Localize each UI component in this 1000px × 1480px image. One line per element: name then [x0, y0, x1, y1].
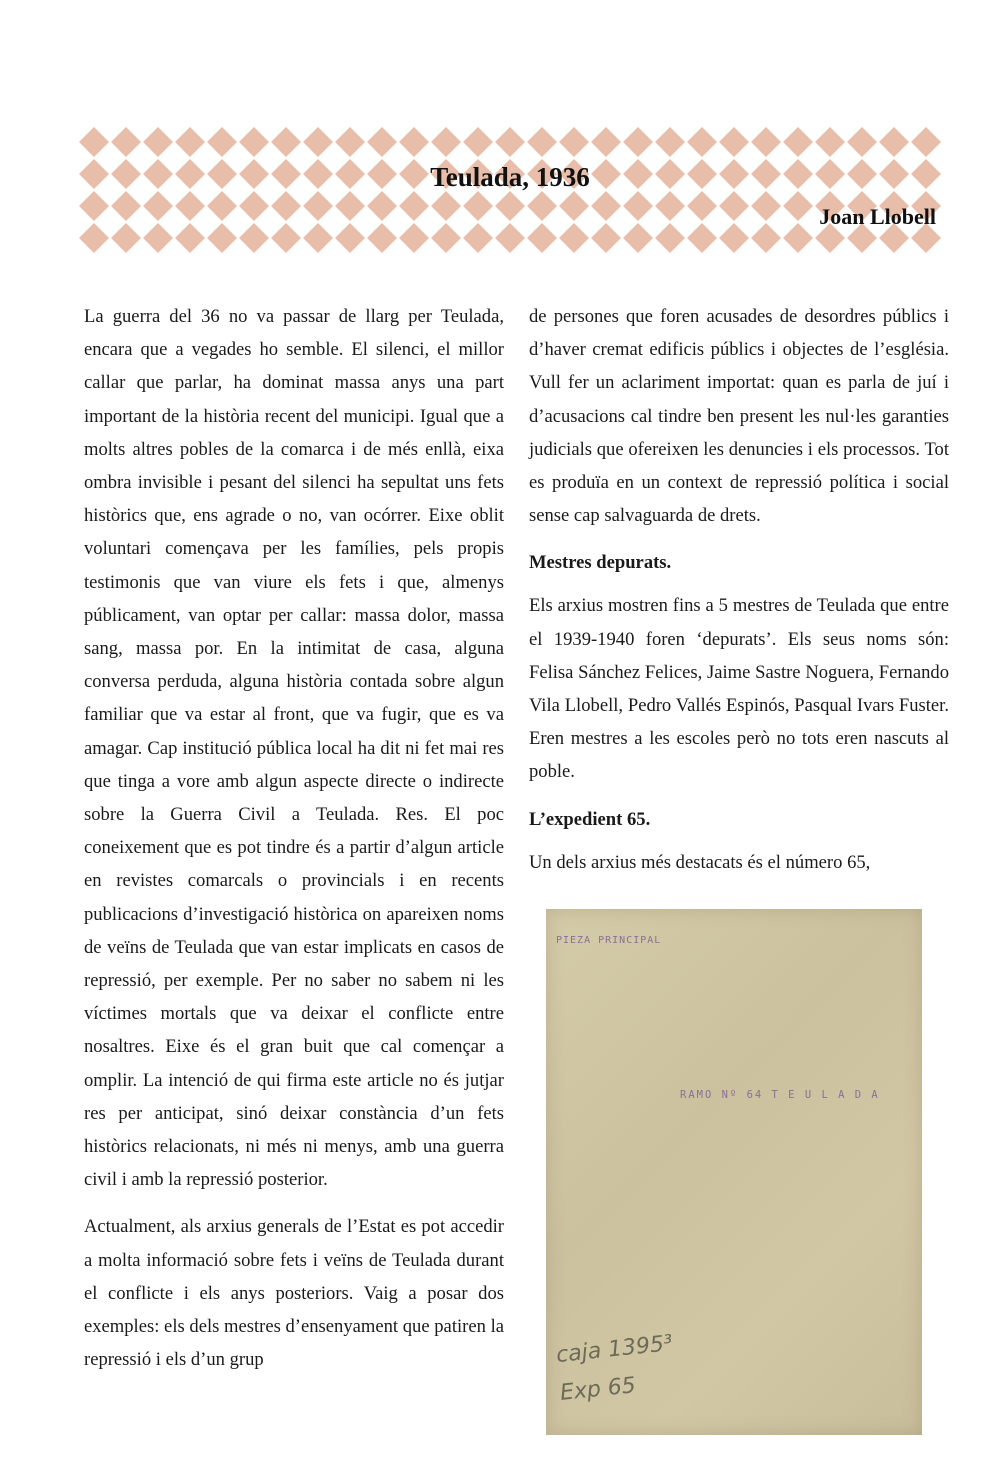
pattern-diamond — [623, 223, 653, 253]
pattern-diamond — [367, 223, 397, 253]
pattern-diamond — [207, 127, 237, 157]
pattern-diamond — [431, 191, 461, 221]
pattern-diamond — [175, 127, 205, 157]
pattern-diamond — [559, 191, 589, 221]
stamp-text: RAMO Nº 64 T E U L A D A — [680, 1089, 880, 1101]
pattern-diamond — [783, 127, 813, 157]
pattern-diamond — [111, 127, 141, 157]
pattern-diamond — [367, 127, 397, 157]
pattern-diamond — [527, 223, 557, 253]
pattern-diamond — [239, 127, 269, 157]
body-paragraph: Un dels arxius més destacats és el número 65, — [529, 851, 871, 873]
pattern-diamond — [207, 223, 237, 253]
handwritten-note: caja 1395³ — [555, 1330, 674, 1369]
pattern-diamond — [911, 127, 941, 157]
pattern-diamond — [111, 191, 141, 221]
pattern-diamond — [399, 223, 429, 253]
pattern-diamond — [463, 223, 493, 253]
pattern-diamond — [495, 223, 525, 253]
pattern-diamond — [271, 223, 301, 253]
pattern-diamond — [719, 127, 749, 157]
pattern-diamond — [271, 191, 301, 221]
pattern-diamond — [719, 223, 749, 253]
stamp-text: PIEZA PRINCIPAL — [556, 935, 662, 946]
pattern-diamond — [463, 127, 493, 157]
pattern-diamond — [79, 127, 109, 157]
pattern-diamond — [399, 191, 429, 221]
pattern-diamond — [207, 191, 237, 221]
pattern-diamond — [335, 127, 365, 157]
pattern-diamond — [335, 223, 365, 253]
pattern-diamond — [431, 223, 461, 253]
pattern-diamond — [751, 191, 781, 221]
pattern-diamond — [591, 191, 621, 221]
pattern-diamond — [335, 191, 365, 221]
body-paragraph: Els arxius mostren fins a 5 mestres de Teulada que entre el 1939-1940 foren ‘depurats’. Els seus noms són: Felisa Sánchez Felices, Jaime Sastre Noguera, Fernando Vila Llobell, Pedro Vallés Espinós, Pasqual Ivars Fuster. Eren mestres a les escoles però no tots eren nascuts al poble. — [529, 595, 949, 783]
body-paragraph: de persones que foren acusades de desordres públics i d’haver cremat edificis públics i objectes de l’església. Vull fer un aclariment importat: quan es parla de juí i d’acusacions cal tindre ben present les nul·les garanties judicials que ofereixen les denuncies i els processos. Tot es produïa en un context de repressió política i social sense cap salvaguarda de drets. — [529, 306, 949, 527]
pattern-diamond — [559, 127, 589, 157]
pattern-diamond — [271, 127, 301, 157]
left-column — [84, 300, 504, 1391]
pattern-diamond — [591, 223, 621, 253]
section-heading: L’expedient 65. — [529, 808, 651, 830]
pattern-diamond — [655, 191, 685, 221]
pattern-diamond — [303, 223, 333, 253]
pattern-diamond — [239, 223, 269, 253]
page-title: Teulada, 1936 — [430, 162, 590, 192]
pattern-diamond — [687, 127, 717, 157]
archive-document-image — [546, 909, 922, 1435]
pattern-diamond — [623, 191, 653, 221]
pattern-diamond — [751, 223, 781, 253]
pattern-diamond — [399, 127, 429, 157]
pattern-diamond — [303, 127, 333, 157]
pattern-diamond — [463, 191, 493, 221]
pattern-diamond — [495, 191, 525, 221]
pattern-diamond — [527, 191, 557, 221]
pattern-diamond — [143, 223, 173, 253]
pattern-diamond — [783, 223, 813, 253]
pattern-diamond — [623, 127, 653, 157]
pattern-diamond — [751, 127, 781, 157]
pattern-diamond — [783, 191, 813, 221]
pattern-diamond — [239, 191, 269, 221]
pattern-diamond — [559, 223, 589, 253]
body-paragraph: Actualment, als arxius generals de l’Estat es pot accedir a molta informació sobre fets i veïns de Teulada durant el conflicte i els anys posteriors. Vaig a posar dos exemples: els dels mestres d’ensenyament que patiren la repressió i els d’un grup — [84, 1216, 504, 1371]
pattern-diamond — [687, 223, 717, 253]
pattern-diamond — [79, 191, 109, 221]
pattern-diamond — [431, 127, 461, 157]
pattern-diamond — [143, 191, 173, 221]
pattern-diamond — [527, 127, 557, 157]
pattern-diamond — [175, 223, 205, 253]
pattern-diamond — [367, 191, 397, 221]
section-heading: Mestres depurats. — [529, 552, 672, 574]
pattern-diamond — [79, 223, 109, 253]
pattern-diamond — [655, 127, 685, 157]
body-paragraph: La guerra del 36 no va passar de llarg per Teulada, encara que a vegades ho semble. El silenci, el millor callar que parlar, ha dominat massa anys una part important de la història recent del municipi. Igual que a molts altres pobles de la comarca i de més enllà, eixa ombra invisible i pesant del silenci ha sepultat uns fets històrics que, ens agrade o no, van ocórrer. Eixe oblit voluntari començava per les famílies, pels propis testimonis que van viure els fets i que, almenys públicament, van optar per callar: massa dolor, massa sang, massa por. En la intimitat de casa, alguna conversa perduda, alguna història contada sobre algun familiar que va estar al front, que va fugir, que es va amagar. Cap institució pública local ha dit ni fet mai res que tinga a vore amb algun aspecte directe o indirecte sobre la Guerra Civil a Teulada. Res. El poc coneixement que es pot tindre és a partir d’algun article en revistes comarcals o provincials i en recents publicacions d’investigació històrica on apareixen noms de veïns de Teulada que van estar implicats en casos de repressió, per exemple. Per no saber no sabem ni les víctimes mortals que va deixar el conflicte entre nosaltres. Eixe és el gran buit que cal començar a omplir. La intenció de qui firma este article no és jutjar res per anticipat, sinó deixar constància d’un fets històrics relacionats, ni més ni menys, amb una guerra civil i amb la repressió posterior. — [84, 306, 504, 1191]
pattern-diamond — [847, 127, 877, 157]
pattern-diamond — [815, 127, 845, 157]
pattern-diamond — [591, 127, 621, 157]
header-banner — [78, 126, 942, 254]
handwritten-note: Exp 65 — [558, 1373, 637, 1406]
pattern-diamond — [303, 191, 333, 221]
pattern-diamond — [495, 127, 525, 157]
author-name: Joan Llobell — [819, 204, 936, 229]
pattern-diamond — [655, 223, 685, 253]
pattern-diamond — [687, 191, 717, 221]
pattern-diamond — [719, 191, 749, 221]
pattern-diamond — [111, 223, 141, 253]
pattern-diamond — [879, 127, 909, 157]
pattern-diamond — [175, 191, 205, 221]
right-column — [529, 300, 949, 893]
pattern-diamond — [143, 127, 173, 157]
